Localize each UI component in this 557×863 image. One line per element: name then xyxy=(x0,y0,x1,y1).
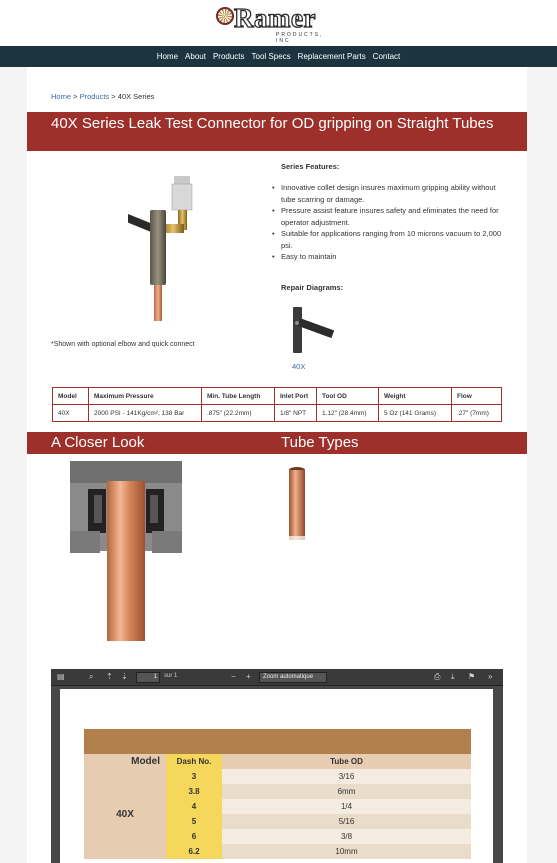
tube-type-image xyxy=(285,466,309,550)
dash-cell: 4 xyxy=(166,799,222,814)
breadcrumb-current: 40X Series xyxy=(117,92,155,101)
tube-table-header xyxy=(84,754,471,769)
dash-cell: 5 xyxy=(166,814,222,829)
repair-diagram-thumbnail[interactable] xyxy=(289,305,339,355)
breadcrumb xyxy=(51,92,154,101)
tube-col-od: Tube OD xyxy=(222,754,471,769)
cell-weight: 5 Oz (141 Grams) xyxy=(379,405,452,422)
pdf-viewer xyxy=(51,669,503,863)
od-cell: 3/8 xyxy=(222,829,471,844)
repair-diagrams-heading: Repair Diagrams: xyxy=(281,283,344,292)
nav-about[interactable]: About xyxy=(185,52,206,61)
zoom-select[interactable]: Zoom automatique xyxy=(259,672,327,683)
od-cell: 6mm xyxy=(222,784,471,799)
cell-tool-od: 1.12" (28.4mm) xyxy=(317,405,379,422)
tube-model-cell: 40X xyxy=(84,769,166,859)
od-cell: 5/16 xyxy=(222,814,471,829)
zoom-in-icon[interactable]: + xyxy=(246,672,251,681)
table-row xyxy=(84,769,471,784)
logo-wheel-icon xyxy=(216,7,234,25)
page-count: sur 1 xyxy=(164,673,178,679)
table-row xyxy=(53,405,502,422)
download-icon[interactable]: ⤓ xyxy=(451,672,455,681)
logo-name: Ramer xyxy=(234,3,316,33)
tools-menu-icon[interactable]: » xyxy=(488,672,493,681)
features-heading: Series Features: xyxy=(281,162,340,171)
cell-flow: .27" (7mm) xyxy=(452,405,502,422)
col-model: Model xyxy=(53,388,89,405)
col-flow: Flow xyxy=(452,388,502,405)
tube-types-heading: Tube Types xyxy=(281,434,359,451)
breadcrumb-products[interactable]: Products xyxy=(79,92,110,101)
feature-item: • Suitable for applications ranging from 10 microns vacuum to 2,000 psi. xyxy=(272,228,512,251)
nav-contact[interactable]: Contact xyxy=(372,52,401,61)
search-icon[interactable]: ⌕ xyxy=(89,672,94,681)
logo-subtitle: PRODUCTS, INC xyxy=(276,32,324,44)
main-nav xyxy=(0,46,557,67)
dash-cell: 6.2 xyxy=(166,844,222,859)
tube-col-dash: Dash No. xyxy=(166,754,222,769)
od-cell: 1/4 xyxy=(222,799,471,814)
feature-item: • Easy to maintain xyxy=(272,251,512,263)
breadcrumb-separator: > xyxy=(71,92,80,101)
next-page-icon[interactable]: ⇣ xyxy=(121,672,128,681)
nav-tool-specs[interactable]: Tool Specs xyxy=(251,52,291,61)
pdf-page xyxy=(60,689,493,863)
print-icon[interactable]: ⎙ xyxy=(434,672,441,681)
cell-model: 40X xyxy=(53,405,89,422)
cell-max-pressure: 2000 PSI - 141Kg/cm², 138 Bar xyxy=(89,405,202,422)
page-title: 40X Series Leak Test Connector for OD gripping on Straight Tubes xyxy=(27,112,527,151)
sidebar-toggle-icon[interactable]: ▤ xyxy=(57,672,65,681)
col-tool-od: Tool OD xyxy=(317,388,379,405)
nav-home[interactable]: Home xyxy=(156,52,179,61)
feature-item: • Pressure assist feature insures safety and eliminates the need for operator adjustment. xyxy=(272,205,512,228)
series-features xyxy=(272,162,512,263)
od-cell: 10mm xyxy=(222,844,471,859)
page-number-input[interactable]: 1 xyxy=(136,672,160,683)
tube-od-table xyxy=(84,754,471,859)
breadcrumb-home[interactable]: Home xyxy=(51,92,72,101)
pdf-table-header-band xyxy=(84,729,471,754)
previous-page-icon[interactable]: ⇡ xyxy=(106,672,113,681)
tube-col-model: Model xyxy=(84,754,166,769)
specs-table xyxy=(52,387,502,422)
bookmark-icon[interactable]: ⚑ xyxy=(468,672,476,681)
zoom-out-icon[interactable]: − xyxy=(231,672,236,681)
product-image xyxy=(128,174,208,324)
breadcrumb-separator: > xyxy=(109,92,118,101)
od-cell: 3/16 xyxy=(222,769,471,784)
feature-item: • Innovative collet design insures maximum gripping ability without tube scarring or damage. xyxy=(272,182,512,205)
specs-header-row xyxy=(53,388,502,405)
ramer-logo[interactable] xyxy=(216,3,340,44)
cell-inlet-port: 1/8" NPT xyxy=(275,405,317,422)
header xyxy=(0,0,557,46)
col-weight: Weight xyxy=(379,388,452,405)
dash-cell: 3 xyxy=(166,769,222,784)
nav-replacement-parts[interactable]: Replacement Parts xyxy=(297,52,366,61)
col-min-tube-length: Min. Tube Length xyxy=(202,388,275,405)
col-inlet-port: Inlet Port xyxy=(275,388,317,405)
dash-cell: 3.8 xyxy=(166,784,222,799)
closer-look-image xyxy=(70,461,182,641)
col-max-pressure: Maximum Pressure xyxy=(89,388,202,405)
pdf-toolbar xyxy=(51,669,503,686)
image-caption: *Shown with optional elbow and quick connect xyxy=(51,341,195,348)
dash-cell: 6 xyxy=(166,829,222,844)
closer-look-heading: A Closer Look xyxy=(51,434,145,451)
cell-min-tube-length: .875" (22.2mm) xyxy=(202,405,275,422)
repair-diagram-link[interactable]: 40X xyxy=(292,362,306,371)
nav-products[interactable]: Products xyxy=(212,52,245,61)
